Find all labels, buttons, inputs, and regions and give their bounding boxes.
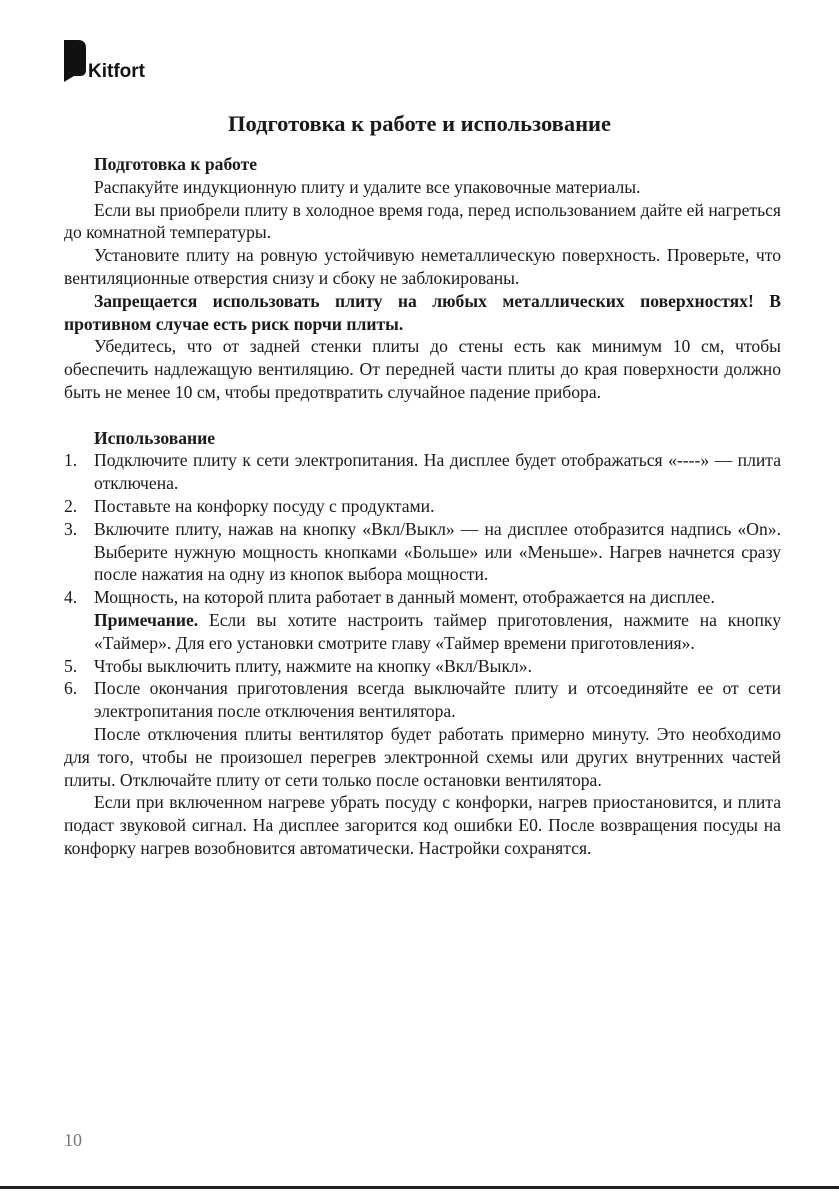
list-item-number: 1. xyxy=(64,450,78,471)
list-item xyxy=(64,449,781,495)
list-item-text: Подключите плиту к сети электропитания. На дисплее будет отображаться «----» — плита отключена. xyxy=(94,450,781,494)
brand-logo xyxy=(64,40,145,82)
paragraph: После отключения плиты вентилятор будет работать примерно минуту. Это необходимо для того, чтобы не произошел перегрев электронной схемы или других внутренних частей плиты. Отключайте плиту от сети только после остановки вентилятора. xyxy=(64,723,781,790)
list-item-number: 3. xyxy=(64,518,78,539)
list-item xyxy=(64,655,781,678)
paragraph: Если вы приобрели плиту в холодное время года, перед использованием дайте ей нагреться до комнатной температуры. xyxy=(64,199,781,243)
note-text: Если вы хотите настроить таймер приготовления, нажмите на кнопку «Таймер». Для его установки смотрите главу «Таймер времени приготовления». xyxy=(94,609,781,653)
brand-name: Kitfort xyxy=(88,61,145,82)
list-item-text: Включите плиту, нажав на кнопку «Вкл/Выкл» — на дисплее отобразится надпись «On». Выберите нужную мощность кнопками «Больше» или «Меньше». Нагрев начнется сразу после нажатия на одну из кнопок выбора мощности. xyxy=(94,518,781,585)
paragraph: Если при включенном нагреве убрать посуду с конфорки, нагрев приостановится, и плита подаст звуковой сигнал. На дисплее загорится код ошибки E0. После возвращения посуды на конфорку нагрев возобновится автоматически. Настройки сохранятся. xyxy=(64,792,781,858)
section-heading-usage: Использование xyxy=(94,427,216,448)
paragraph: Установите плиту на ровную устойчивую неметаллическую поверхность. Проверьте, что вентиляционные отверстия снизу и сбоку не заблокированы. xyxy=(64,245,781,288)
list-item-text: Чтобы выключить плиту, нажмите на кнопку «Вкл/Выкл». xyxy=(94,655,533,676)
warning-paragraph: Запрещается использовать плиту на любых металлических поверхностях! В противном случае есть риск порчи плиты. xyxy=(64,290,781,334)
list-item-number: 4. xyxy=(64,587,78,608)
list-item xyxy=(64,495,781,518)
page-title: Подготовка к работе и использование xyxy=(227,111,611,136)
list-item-text: После окончания приготовления всегда выключайте плиту и отсоединяйте ее от сети электропитания после отключения вентилятора. xyxy=(94,678,781,722)
list-item-number: 2. xyxy=(64,495,78,516)
usage-steps-list xyxy=(64,449,781,609)
list-item-number: 6. xyxy=(64,678,78,699)
page-number: 10 xyxy=(64,1130,82,1150)
paragraph: Распакуйте индукционную плиту и удалите все упаковочные материалы. xyxy=(94,176,641,197)
list-item-text: Поставьте на конфорку посуду с продуктами. xyxy=(94,495,435,516)
usage-steps-list-continued xyxy=(64,655,781,723)
kitfort-flag-logo-icon xyxy=(64,40,86,82)
note-label: Примечание. xyxy=(94,609,199,630)
list-item xyxy=(64,677,781,723)
list-item-text: Мощность, на которой плита работает в данный момент, отображается на дисплее. xyxy=(94,587,715,608)
paragraph: Убедитесь, что от задней стенки плиты до стены есть как минимум 10 см, чтобы обеспечить надлежащую вентиляцию. От передней части плиты до края поверхности должно быть не менее 10 см, чтобы предотвратить случайное падение прибора. xyxy=(64,336,781,402)
list-item xyxy=(64,518,781,586)
note-paragraph xyxy=(64,609,781,655)
list-item xyxy=(64,586,781,609)
document-body xyxy=(64,153,781,860)
section-heading-preparation: Подготовка к работе xyxy=(94,154,258,174)
bottom-rule xyxy=(0,1186,839,1189)
list-item-number: 5. xyxy=(64,655,78,676)
